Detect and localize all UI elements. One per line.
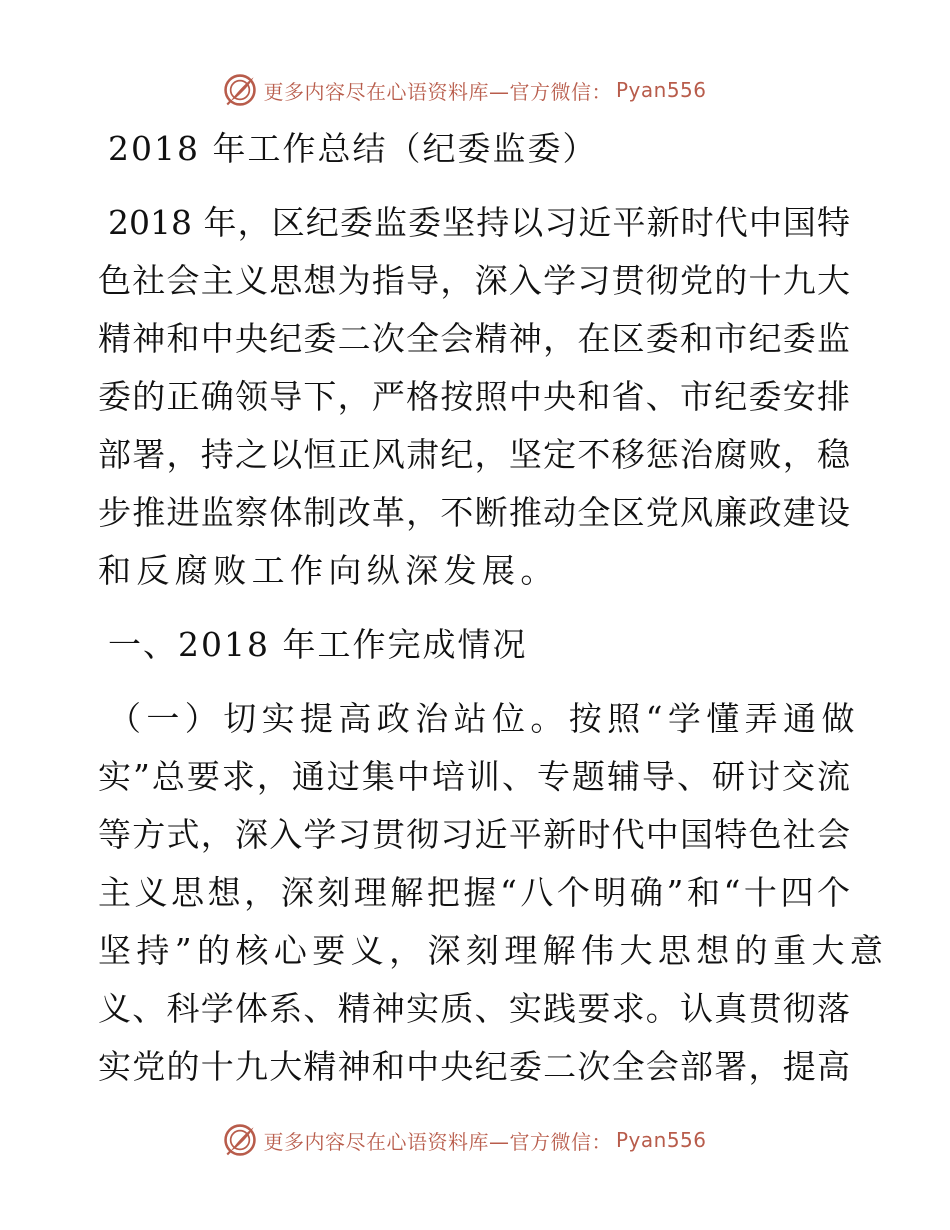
document-title: 2018 年工作总结（纪委监委） <box>108 129 598 168</box>
paragraph1-line-5: 部署，持之以恒正风肃纪，坚定不移惩治腐败，稳 <box>98 435 850 474</box>
paragraph2-line-3: 等方式，深入学习贯彻习近平新时代中国特色社会 <box>98 815 850 854</box>
paragraph1-line-7: 和反腐败工作向纵深发展。 <box>98 551 559 590</box>
paragraph2-line-2: 实”总要求，通过集中培训、专题辅导、研讨交流 <box>98 757 850 796</box>
paragraph2-line-1: （一）切实提高政治站位。按照“学懂弄通做 <box>108 699 860 738</box>
paragraph1-line-3: 精神和中央纪委二次全会精神，在区委和市纪委监 <box>98 319 850 358</box>
paragraph1-line-4: 委的正确领导下，严格按照中央和省、市纪委安排 <box>98 377 850 416</box>
watermark-wechat-id: Pyan556 <box>615 1128 707 1152</box>
paragraph1-line-6: 步推进监察体制改革，不断推动全区党风廉政建设 <box>98 493 850 532</box>
paragraph2-line-6: 义、科学体系、精神实质、实践要求。认真贯彻落 <box>98 989 850 1028</box>
paragraph2-line-5: 坚持”的核心要义，深刻理解伟大思想的重大意 <box>98 931 889 970</box>
paragraph2-line-4: 主义思想，深刻理解把握“八个明确”和“十四个 <box>98 873 850 912</box>
watermark-bottom <box>0 1120 950 1160</box>
watermark-text: 更多内容尽在心语资料库—官方微信： <box>263 1129 612 1154</box>
paragraph1-line-2: 色社会主义思想为指导，深入学习贯彻党的十九大 <box>98 261 850 300</box>
feather-pen-logo-icon <box>223 73 257 107</box>
watermark-top <box>0 70 950 110</box>
paragraph1-line-1: 2018 年，区纪委监委坚持以习近平新时代中国特 <box>108 203 850 242</box>
watermark-wechat-id: Pyan556 <box>615 78 707 102</box>
watermark-text: 更多内容尽在心语资料库—官方微信： <box>263 79 612 104</box>
feather-pen-logo-icon <box>223 1123 257 1157</box>
paragraph2-line-7: 实党的十九大精神和中央纪委二次全会部署，提高 <box>98 1047 850 1086</box>
section-heading-1: 一、2018 年工作完成情况 <box>108 625 528 664</box>
